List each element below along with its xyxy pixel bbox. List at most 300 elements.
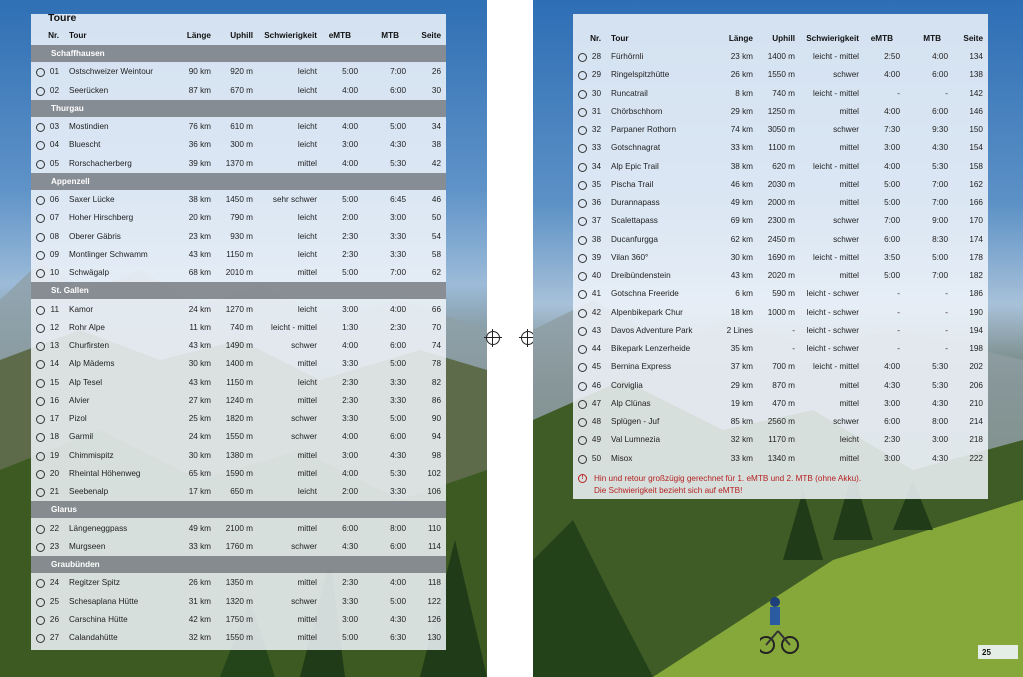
cell-nr: 50 xyxy=(591,453,601,463)
cell-difficulty: mittel xyxy=(297,268,317,277)
cell-tour: Durannapass xyxy=(611,198,660,207)
cell-page: 50 xyxy=(431,213,441,223)
cell-emtb: 5:00 xyxy=(342,633,358,642)
cell-page: 198 xyxy=(969,344,983,353)
page-number: 25 xyxy=(978,645,1018,659)
tour-row xyxy=(573,340,988,358)
cell-emtb: 2:30 xyxy=(342,231,358,241)
cell-mtb: 6:00 xyxy=(390,341,406,350)
cell-mtb: 7:00 xyxy=(390,67,406,77)
cell-emtb: 4:00 xyxy=(884,106,900,116)
cell-page: 58 xyxy=(431,249,441,259)
cell-length: 85 km xyxy=(730,417,753,426)
cell-tour: Alp Tesel xyxy=(69,377,103,387)
cell-difficulty: leicht - mittel xyxy=(813,52,859,61)
cell-nr: 09 xyxy=(49,249,59,259)
cell-tour: Pizol xyxy=(69,414,87,423)
cell-uphill: - xyxy=(792,325,795,335)
cell-difficulty: mittel xyxy=(839,271,859,280)
cell-uphill: 2010 m xyxy=(225,268,253,277)
footnote-line: Die Schwierigkeit bezieht sich auf eMTB! xyxy=(594,486,743,495)
cell-page: 130 xyxy=(427,633,441,642)
cell-difficulty: mittel xyxy=(297,578,317,588)
cell-mtb: 8:00 xyxy=(390,523,406,533)
cell-length: 30 km xyxy=(188,450,211,460)
cell-uphill: 1400 m xyxy=(225,359,253,369)
tour-row xyxy=(31,191,446,209)
cell-tour: Alp Clünas xyxy=(611,398,651,408)
cell-uphill: 1380 m xyxy=(225,450,253,460)
cell-length: 37 km xyxy=(730,362,753,372)
cell-nr: 44 xyxy=(591,344,601,353)
cell-mtb: 7:00 xyxy=(390,268,406,277)
cell-uphill: 1590 m xyxy=(225,468,253,478)
cell-page: 182 xyxy=(969,271,983,280)
tour-row xyxy=(31,228,446,246)
column-header-mtb: MTB xyxy=(381,31,399,40)
column-header-schwierigkeit: Schwierigkeit xyxy=(264,31,317,40)
cell-difficulty: mittel xyxy=(839,398,859,408)
cell-length: 32 km xyxy=(730,435,753,445)
tour-row xyxy=(31,136,446,154)
cell-length: 19 km xyxy=(730,398,753,408)
cell-tour: Bernina Express xyxy=(611,362,672,372)
region-label: St. Gallen xyxy=(51,286,89,296)
cell-tour: Dreibündenstein xyxy=(611,271,671,280)
cell-emtb: 3:00 xyxy=(342,614,358,624)
cell-difficulty: leicht xyxy=(297,377,317,387)
cell-uphill: 610 m xyxy=(230,122,253,131)
cell-uphill: 1340 m xyxy=(767,453,795,463)
cell-tour: Schesaplana Hütte xyxy=(69,596,139,606)
cell-tour: Fürhörnli xyxy=(611,52,644,61)
tour-row xyxy=(31,483,446,501)
cell-nr: 31 xyxy=(591,106,601,116)
cell-emtb: 5:00 xyxy=(342,268,358,277)
tour-row xyxy=(573,66,988,84)
cell-emtb: 4:00 xyxy=(342,468,358,478)
cell-uphill: 920 m xyxy=(230,67,253,77)
region-header xyxy=(31,282,446,299)
cell-emtb: 5:00 xyxy=(884,198,900,207)
cell-mtb: 3:30 xyxy=(390,249,406,259)
cell-mtb: - xyxy=(945,307,948,317)
tour-row xyxy=(31,118,446,136)
cell-emtb: 4:00 xyxy=(884,362,900,372)
cell-emtb: 4:00 xyxy=(342,122,358,131)
cell-tour: Rohr Alpe xyxy=(69,322,105,332)
cell-tour: Pischa Trail xyxy=(611,179,654,189)
cell-difficulty: leicht - schwer xyxy=(806,344,859,353)
region-header xyxy=(31,100,446,117)
cell-length: 30 km xyxy=(188,359,211,369)
cell-uphill: 650 m xyxy=(230,487,253,496)
cell-mtb: - xyxy=(945,344,948,353)
cell-mtb: 8:00 xyxy=(932,417,948,426)
cell-length: 31 km xyxy=(188,596,211,606)
cell-mtb: 6:00 xyxy=(390,541,406,551)
cell-length: 27 km xyxy=(188,395,211,405)
cell-nr: 26 xyxy=(49,614,59,624)
cell-difficulty: sehr schwer xyxy=(272,195,317,204)
cell-difficulty: mittel xyxy=(839,179,859,189)
cell-mtb: - xyxy=(945,325,948,335)
cell-emtb: 5:00 xyxy=(884,271,900,280)
cell-difficulty: schwer xyxy=(833,234,859,244)
cell-length: 26 km xyxy=(730,70,753,80)
cell-difficulty: leicht xyxy=(297,140,317,150)
cell-nr: 28 xyxy=(591,52,601,61)
cell-difficulty: mittel xyxy=(297,359,317,369)
cell-uphill: 1760 m xyxy=(225,541,253,551)
cell-mtb: 7:00 xyxy=(932,179,948,189)
tour-row xyxy=(31,574,446,592)
cell-tour: Bluescht xyxy=(69,140,101,150)
cell-mtb: 6:45 xyxy=(390,195,406,204)
cell-uphill: 2020 m xyxy=(767,271,795,280)
cell-nr: 46 xyxy=(591,380,601,390)
crosshair-icon xyxy=(486,331,500,345)
cell-mtb: 5:30 xyxy=(390,468,406,478)
cell-difficulty: leicht xyxy=(297,231,317,241)
cell-uphill: 740 m xyxy=(230,322,253,332)
cell-tour: Alp Epic Trail xyxy=(611,161,659,171)
region-label: Appenzell xyxy=(51,176,90,186)
cell-uphill: 700 m xyxy=(772,362,795,372)
cell-difficulty: leicht xyxy=(297,122,317,131)
cell-tour: Murgseen xyxy=(69,541,106,551)
cell-length: 11 km xyxy=(189,322,211,332)
region-label: Thurgau xyxy=(51,103,84,113)
cell-nr: 03 xyxy=(49,122,59,131)
cell-mtb: 5:00 xyxy=(390,122,406,131)
cell-difficulty: leicht xyxy=(297,304,317,314)
page-title: Toure xyxy=(48,12,77,24)
cell-tour: Carschina Hütte xyxy=(69,614,128,624)
cell-mtb: 5:00 xyxy=(390,596,406,606)
column-header-tour: Tour xyxy=(611,34,629,43)
region-label: Graubünden xyxy=(51,560,100,569)
cell-length: 38 km xyxy=(730,161,753,171)
region-label: Schaffhausen xyxy=(51,49,105,58)
tour-row xyxy=(31,447,446,465)
cell-page: 98 xyxy=(431,450,441,460)
cell-page: 118 xyxy=(427,578,441,588)
cell-mtb: - xyxy=(945,88,948,98)
tour-row xyxy=(31,593,446,611)
cell-nr: 18 xyxy=(49,432,59,442)
cell-uphill: 1550 m xyxy=(225,633,253,642)
cell-mtb: 2:30 xyxy=(390,322,406,332)
cell-page: 122 xyxy=(427,596,441,606)
cell-tour: Montlinger Schwamm xyxy=(69,249,148,259)
cell-length: 30 km xyxy=(730,252,753,262)
tour-table-left xyxy=(31,14,446,650)
tour-row xyxy=(573,322,988,340)
cell-mtb: 4:30 xyxy=(390,614,406,624)
cell-mtb: 7:00 xyxy=(932,271,948,280)
cell-page: 70 xyxy=(431,322,441,332)
tour-row xyxy=(573,194,988,212)
cell-tour: Runcatrail xyxy=(611,88,648,98)
tour-row xyxy=(573,212,988,230)
cell-length: 33 km xyxy=(730,143,753,153)
cell-tour: Saxer Lücke xyxy=(69,195,115,204)
cell-uphill: 1320 m xyxy=(225,596,253,606)
cell-length: 43 km xyxy=(188,249,211,259)
cell-difficulty: leicht - schwer xyxy=(806,307,859,317)
cell-mtb: - xyxy=(945,289,948,299)
cell-emtb: 4:00 xyxy=(884,161,900,171)
cell-length: 74 km xyxy=(730,125,753,134)
cell-page: 190 xyxy=(969,307,983,317)
cell-emtb: 5:00 xyxy=(342,67,358,77)
cell-uphill: 1150 m xyxy=(226,377,253,387)
cell-emtb: 3:30 xyxy=(342,596,358,606)
cell-tour: Davos Adventure Park xyxy=(611,325,693,335)
cell-mtb: 4:00 xyxy=(932,52,948,61)
cell-tour: Ducanfurgga xyxy=(611,234,658,244)
cell-mtb: 4:00 xyxy=(390,578,406,588)
cell-emtb: 2:30 xyxy=(342,578,358,588)
cell-difficulty: schwer xyxy=(291,541,317,551)
cell-emtb: 4:00 xyxy=(342,341,358,350)
cell-uphill: 1450 m xyxy=(225,195,253,204)
tour-row xyxy=(31,428,446,446)
cell-page: 174 xyxy=(969,234,983,244)
cell-mtb: 5:00 xyxy=(932,252,948,262)
cell-nr: 24 xyxy=(49,578,59,588)
tour-row xyxy=(573,231,988,249)
cell-mtb: 4:00 xyxy=(390,304,406,314)
cell-nr: 48 xyxy=(591,417,601,426)
cell-difficulty: mittel xyxy=(297,158,317,168)
cell-nr: 33 xyxy=(591,143,601,153)
cell-tour: Hoher Hirschberg xyxy=(69,213,134,223)
tour-table-right xyxy=(573,14,988,499)
cell-length: 90 km xyxy=(188,67,211,77)
cell-mtb: 9:00 xyxy=(932,216,948,226)
cell-page: 38 xyxy=(431,140,441,150)
cell-nr: 35 xyxy=(591,179,601,189)
cell-uphill: 1690 m xyxy=(767,252,795,262)
cell-uphill: 1240 m xyxy=(225,395,253,405)
cell-length: 25 km xyxy=(188,414,211,423)
cell-length: 62 km xyxy=(730,234,753,244)
cell-nr: 49 xyxy=(591,435,601,445)
cell-tour: Bikepark Lenzerheide xyxy=(611,344,691,353)
cell-nr: 41 xyxy=(591,289,601,299)
cell-emtb: 3:00 xyxy=(884,453,900,463)
cell-nr: 11 xyxy=(50,304,59,314)
cell-emtb: 5:00 xyxy=(342,195,358,204)
cell-tour: Schwägalp xyxy=(69,268,110,277)
cell-page: 110 xyxy=(427,523,441,533)
cell-length: 29 km xyxy=(730,380,753,390)
cell-page: 178 xyxy=(969,252,983,262)
cell-page: 214 xyxy=(969,417,983,426)
cell-nr: 39 xyxy=(591,252,601,262)
cell-emtb: 2:00 xyxy=(342,487,358,496)
cell-uphill: 1250 m xyxy=(767,106,795,116)
cell-nr: 37 xyxy=(591,216,601,226)
cell-emtb: - xyxy=(897,307,900,317)
cell-nr: 27 xyxy=(49,633,59,642)
cell-difficulty: mittel xyxy=(297,468,317,478)
footnote-line: Hin und retour großzügig gerechnet für 1. eMTB und 2. MTB (ohne Akku). xyxy=(594,474,862,483)
cell-page: 154 xyxy=(969,143,983,153)
cell-nr: 16 xyxy=(49,395,59,405)
cell-nr: 13 xyxy=(49,341,59,350)
cell-emtb: 1:30 xyxy=(342,322,358,332)
cell-nr: 25 xyxy=(49,596,59,606)
cell-difficulty: schwer xyxy=(291,341,317,350)
tour-row xyxy=(573,121,988,139)
cell-page: 26 xyxy=(431,67,441,77)
cell-page: 150 xyxy=(969,125,983,134)
cell-tour: Längeneggpass xyxy=(69,523,128,533)
cell-emtb: - xyxy=(897,325,900,335)
cell-difficulty: leicht xyxy=(297,249,317,259)
cell-page: 142 xyxy=(969,88,983,98)
cell-nr: 47 xyxy=(591,398,601,408)
cell-nr: 05 xyxy=(49,158,59,168)
cell-length: 43 km xyxy=(188,377,211,387)
cell-nr: 38 xyxy=(591,234,601,244)
cell-uphill: 2100 m xyxy=(225,523,253,533)
cell-tour: Gotschnagrat xyxy=(611,143,661,153)
cell-page: 114 xyxy=(427,541,441,551)
cell-length: 65 km xyxy=(188,468,211,478)
cell-page: 158 xyxy=(969,161,983,171)
cell-emtb: 3:50 xyxy=(884,252,900,262)
cell-length: 46 km xyxy=(730,179,753,189)
mountain-biker-figure xyxy=(760,595,800,655)
cell-mtb: 9:30 xyxy=(932,125,948,134)
cell-difficulty: leicht xyxy=(839,435,859,445)
cell-emtb: 4:00 xyxy=(342,432,358,442)
cell-mtb: 6:00 xyxy=(932,106,948,116)
cell-difficulty: schwer xyxy=(291,596,317,606)
cell-nr: 17 xyxy=(49,414,59,423)
cell-emtb: 5:00 xyxy=(884,179,900,189)
cell-mtb: 5:30 xyxy=(932,362,948,372)
cell-length: 18 km xyxy=(730,307,753,317)
tour-row xyxy=(31,63,446,81)
cell-emtb: 3:30 xyxy=(342,414,358,423)
region-label: Glarus xyxy=(51,505,77,515)
cell-difficulty: mittel xyxy=(297,395,317,405)
cell-length: 2 Lines xyxy=(726,325,753,335)
cell-uphill: 2030 m xyxy=(767,179,795,189)
column-header-mtb: MTB xyxy=(923,34,941,43)
column-header-uphill: Uphill xyxy=(230,31,253,40)
cell-emtb: 4:00 xyxy=(342,85,358,95)
cell-tour: Oberer Gäbris xyxy=(69,231,121,241)
cell-length: 32 km xyxy=(188,633,211,642)
cell-page: 78 xyxy=(431,359,441,369)
table-header xyxy=(31,27,446,45)
cell-page: 42 xyxy=(431,158,441,168)
tour-row xyxy=(31,465,446,483)
cell-page: 62 xyxy=(431,268,441,277)
cell-emtb: 3:30 xyxy=(342,359,358,369)
tour-row xyxy=(573,285,988,303)
cell-length: 24 km xyxy=(188,304,211,314)
cell-length: 26 km xyxy=(188,578,211,588)
cell-uphill: 740 m xyxy=(772,88,795,98)
cell-page: 90 xyxy=(431,414,441,423)
cell-uphill: 2000 m xyxy=(767,198,795,207)
cell-tour: Val Lumnezia xyxy=(611,435,661,445)
cell-uphill: 470 m xyxy=(772,398,795,408)
cell-difficulty: leicht xyxy=(297,67,317,77)
cell-nr: 06 xyxy=(49,195,59,204)
cell-nr: 32 xyxy=(591,125,601,134)
cell-tour: Parpaner Rothorn xyxy=(611,125,677,134)
cell-length: 23 km xyxy=(730,52,753,61)
cell-nr: 12 xyxy=(49,322,59,332)
cell-length: 36 km xyxy=(188,140,211,150)
cell-mtb: 3:00 xyxy=(932,435,948,445)
tour-row xyxy=(31,538,446,556)
cell-uphill: 1750 m xyxy=(225,614,253,624)
tour-row xyxy=(31,410,446,428)
cell-page: 170 xyxy=(969,216,983,226)
cell-emtb: 3:00 xyxy=(342,304,358,314)
cell-emtb: 2:30 xyxy=(342,249,358,259)
cell-tour: Garmil xyxy=(69,432,94,442)
cell-difficulty: leicht - mittel xyxy=(813,161,859,171)
cell-difficulty: mittel xyxy=(297,450,317,460)
cell-difficulty: schwer xyxy=(833,70,859,80)
cell-uphill: 620 m xyxy=(772,161,795,171)
cell-uphill: - xyxy=(792,344,795,353)
tour-row xyxy=(31,629,446,647)
cell-difficulty: mittel xyxy=(839,143,859,153)
clock-icon: ! xyxy=(578,474,587,483)
cell-page: 202 xyxy=(969,362,983,372)
cell-nr: 23 xyxy=(49,541,59,551)
tour-row xyxy=(31,246,446,264)
cell-uphill: 870 m xyxy=(772,380,795,390)
column-header-tour: Tour xyxy=(69,31,87,40)
cell-emtb: 3:00 xyxy=(884,398,900,408)
cell-tour: Seebenalp xyxy=(69,487,109,496)
column-header-seite: Seite xyxy=(963,34,983,43)
tour-row xyxy=(31,301,446,319)
cell-nr: 29 xyxy=(591,70,601,80)
cell-tour: Kamor xyxy=(69,304,94,314)
cell-emtb: 4:30 xyxy=(884,380,900,390)
cell-length: 87 km xyxy=(188,85,211,95)
cell-length: 68 km xyxy=(188,268,211,277)
cell-mtb: 3:00 xyxy=(390,213,406,223)
cell-uphill: 1820 m xyxy=(225,414,253,423)
cell-nr: 43 xyxy=(591,325,601,335)
cell-nr: 22 xyxy=(49,523,59,533)
cell-tour: Ostschweizer Weintour xyxy=(69,67,154,77)
cell-uphill: 1550 m xyxy=(767,70,795,80)
cell-length: 23 km xyxy=(188,231,211,241)
cell-nr: 04 xyxy=(49,140,59,150)
tour-row xyxy=(573,413,988,431)
cell-length: 29 km xyxy=(730,106,753,116)
tour-row xyxy=(573,48,988,66)
cell-nr: 36 xyxy=(591,198,601,207)
cell-uphill: 3050 m xyxy=(767,125,795,134)
cell-tour: Chörbschhorn xyxy=(611,106,663,116)
